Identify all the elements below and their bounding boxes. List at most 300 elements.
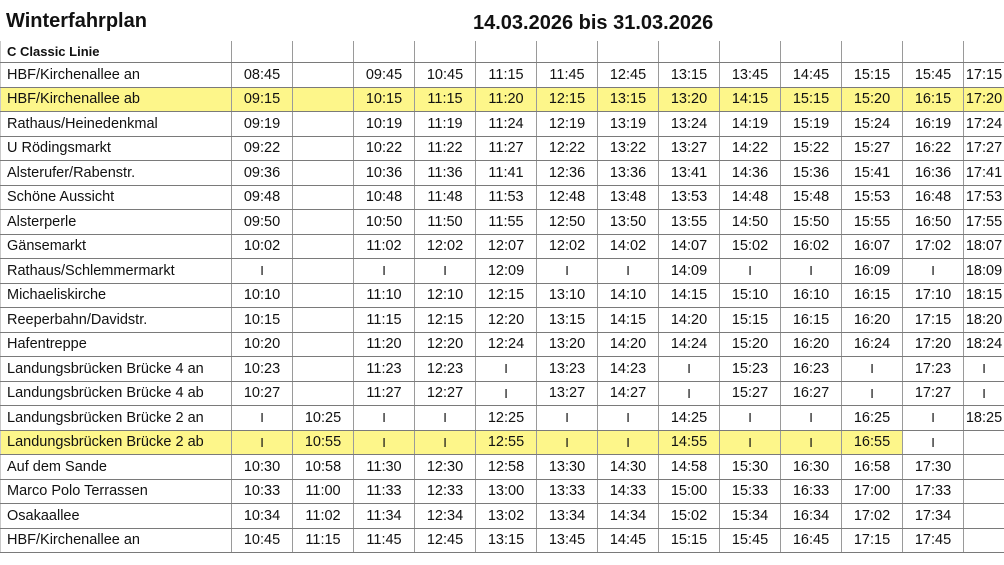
departure-time-cell: 13:19 [598,112,659,137]
timetable-body [1,41,1004,553]
departure-time-cell [293,185,354,210]
departure-time-cell [293,283,354,308]
departure-time-cell: 10:30 [232,455,293,480]
departure-time-cell: 15:15 [842,63,903,88]
departure-time-cell: 09:15 [232,87,293,112]
departure-time-cell: I [537,430,598,455]
departure-time-cell: 18:15 [964,283,1004,308]
departure-time-cell: 11:30 [354,455,415,480]
departure-time-cell: 15:20 [720,332,781,357]
stop-name: Michaeliskirche [1,283,232,308]
departure-time-cell: I [903,406,964,431]
departure-time-cell: 11:24 [476,112,537,137]
departure-time-cell: 10:34 [232,504,293,529]
timetable-row [1,185,1004,210]
departure-time-cell: 09:19 [232,112,293,137]
stop-name: Alsterperle [1,210,232,235]
departure-time-cell: 12:55 [476,430,537,455]
departure-time-cell [293,63,354,88]
timetable-row [1,283,1004,308]
departure-time-cell: 12:19 [537,112,598,137]
timetable-row [1,430,1004,455]
departure-time-cell: 13:34 [537,504,598,529]
departure-time-cell: 15:33 [720,479,781,504]
departure-time-cell: I [720,259,781,284]
timetable-row [1,308,1004,333]
departure-time-cell: 13:27 [659,136,720,161]
departure-time-cell: I [537,259,598,284]
departure-time-cell: 13:22 [598,136,659,161]
departure-time-cell: 15:24 [842,112,903,137]
departure-time-cell: I [415,430,476,455]
departure-time-cell: 14:02 [598,234,659,259]
departure-time-cell: 14:25 [659,406,720,431]
timetable-row [1,63,1004,88]
departure-time-cell: 16:33 [781,479,842,504]
stop-name: Rathaus/Heinedenkmal [1,112,232,137]
departure-time-cell: 12:20 [415,332,476,357]
departure-time-cell: I [781,430,842,455]
departure-time-cell: I [598,259,659,284]
departure-time-cell: I [720,406,781,431]
timetable-row [1,357,1004,382]
departure-time-cell: 15:02 [659,504,720,529]
departure-time-cell: 11:15 [293,528,354,553]
departure-time-cell: 11:27 [354,381,415,406]
departure-time-cell: I [964,381,1004,406]
departure-time-cell [293,234,354,259]
departure-time-cell: 16:15 [842,283,903,308]
departure-time-cell: 17:02 [903,234,964,259]
timetable-row [1,210,1004,235]
departure-time-cell: 12:33 [415,479,476,504]
departure-time-cell: 12:48 [537,185,598,210]
departure-time-cell: 10:10 [232,283,293,308]
departure-time-cell [293,87,354,112]
departure-time-cell: 10:15 [232,308,293,333]
departure-time-cell: 15:02 [720,234,781,259]
departure-time-cell: 15:48 [781,185,842,210]
departure-time-cell: 17:34 [903,504,964,529]
departure-time-cell: 13:45 [720,63,781,88]
departure-time-cell: 11:45 [354,528,415,553]
timetable-row [1,406,1004,431]
departure-time-cell: 11:48 [415,185,476,210]
departure-time-cell: 14:36 [720,161,781,186]
departure-time-cell: 16:30 [781,455,842,480]
departure-time-cell: 12:27 [415,381,476,406]
departure-time-cell: 12:22 [537,136,598,161]
departure-time-cell: 17:45 [903,528,964,553]
departure-time-cell: 16:55 [842,430,903,455]
departure-time-cell: I [598,406,659,431]
departure-time-cell: I [354,430,415,455]
timetable-row [1,259,1004,284]
departure-time-cell: 15:53 [842,185,903,210]
departure-time-cell: 08:45 [232,63,293,88]
departure-time-cell: I [354,259,415,284]
departure-time-cell: 16:15 [781,308,842,333]
departure-time-cell: 13:23 [537,357,598,382]
departure-time-cell: 13:45 [537,528,598,553]
stop-name: Auf dem Sande [1,455,232,480]
departure-time-cell: 15:15 [659,528,720,553]
departure-time-cell: 10:55 [293,430,354,455]
departure-time-cell [293,210,354,235]
departure-time-cell: 11:20 [354,332,415,357]
departure-time-cell: 17:20 [964,87,1004,112]
stop-name: Gänsemarkt [1,234,232,259]
departure-time-cell: 14:45 [598,528,659,553]
departure-time-cell: 14:20 [659,308,720,333]
departure-time-cell: 13:48 [598,185,659,210]
departure-time-cell: 15:19 [781,112,842,137]
departure-time-cell: 13:33 [537,479,598,504]
departure-time-cell: 11:34 [354,504,415,529]
stop-name: HBF/Kirchenallee an [1,528,232,553]
departure-time-cell: 11:10 [354,283,415,308]
departure-time-cell: 14:20 [598,332,659,357]
timetable-row [1,455,1004,480]
stop-name: Marco Polo Terrassen [1,479,232,504]
departure-time-cell [293,381,354,406]
departure-time-cell: 16:48 [903,185,964,210]
departure-time-cell: 13:55 [659,210,720,235]
departure-time-cell: 12:45 [415,528,476,553]
departure-time-cell: 12:15 [415,308,476,333]
departure-time-cell: 17:27 [964,136,1004,161]
departure-time-cell: 15:41 [842,161,903,186]
departure-time-cell [964,430,1004,455]
departure-time-cell: 11:22 [415,136,476,161]
departure-time-cell: 12:20 [476,308,537,333]
departure-time-cell: 15:45 [903,63,964,88]
departure-time-cell: 16:20 [781,332,842,357]
departure-time-cell: 13:41 [659,161,720,186]
departure-time-cell: 15:15 [781,87,842,112]
departure-time-cell: I [598,430,659,455]
timetable-row [1,528,1004,553]
page-header [0,0,1004,40]
date-range: 14.03.2026 bis 31.03.2026 [473,12,714,34]
departure-time-cell: I [415,406,476,431]
departure-time-cell: 17:20 [903,332,964,357]
departure-time-cell: 12:24 [476,332,537,357]
departure-time-cell: 11:33 [354,479,415,504]
stop-name: Reeperbahn/Davidstr. [1,308,232,333]
departure-time-cell: 15:22 [781,136,842,161]
departure-time-cell [293,308,354,333]
departure-time-cell: 13:20 [537,332,598,357]
departure-time-cell: 16:27 [781,381,842,406]
departure-time-cell: I [415,259,476,284]
departure-time-cell: I [903,259,964,284]
departure-time-cell: 10:19 [354,112,415,137]
departure-time-cell: 14:23 [598,357,659,382]
stop-name: HBF/Kirchenallee an [1,63,232,88]
departure-time-cell: 16:15 [903,87,964,112]
stop-name: Landungsbrücken Brücke 2 an [1,406,232,431]
departure-time-cell: 11:50 [415,210,476,235]
departure-time-cell: I [842,357,903,382]
departure-time-cell: 17:10 [903,283,964,308]
departure-time-cell: 09:36 [232,161,293,186]
departure-time-cell: 15:55 [842,210,903,235]
departure-time-cell: 10:36 [354,161,415,186]
departure-time-cell: 10:45 [415,63,476,88]
departure-time-cell [964,504,1004,529]
departure-time-cell: 12:58 [476,455,537,480]
departure-time-cell: 11:15 [476,63,537,88]
departure-time-cell: I [842,381,903,406]
departure-time-cell: 16:19 [903,112,964,137]
line-name: C Classic Linie [1,41,232,63]
departure-time-cell: 12:07 [476,234,537,259]
timetable-row [1,504,1004,529]
timetable-row [1,332,1004,357]
departure-time-cell [293,161,354,186]
departure-time-cell: 16:36 [903,161,964,186]
departure-time-cell: 16:50 [903,210,964,235]
departure-time-cell: 18:07 [964,234,1004,259]
departure-time-cell: I [659,381,720,406]
departure-time-cell: I [781,259,842,284]
departure-time-cell: 10:58 [293,455,354,480]
departure-time-cell: 14:24 [659,332,720,357]
departure-time-cell: 09:48 [232,185,293,210]
departure-time-cell: 11:02 [293,504,354,529]
departure-time-cell: 15:36 [781,161,842,186]
departure-time-cell: 17:23 [903,357,964,382]
departure-time-cell: 16:25 [842,406,903,431]
departure-time-cell: 12:02 [537,234,598,259]
timetable-row [1,112,1004,137]
departure-time-cell: 10:50 [354,210,415,235]
timetable-row [1,161,1004,186]
departure-time-cell: 17:27 [903,381,964,406]
departure-time-cell: 13:15 [537,308,598,333]
departure-time-cell: 12:15 [476,283,537,308]
departure-time-cell: I [232,259,293,284]
departure-time-cell: 10:15 [354,87,415,112]
departure-time-cell: 11:00 [293,479,354,504]
departure-time-cell: 11:41 [476,161,537,186]
departure-time-cell: 12:23 [415,357,476,382]
stop-name: Landungsbrücken Brücke 4 ab [1,381,232,406]
departure-time-cell: 10:23 [232,357,293,382]
departure-time-cell: 10:22 [354,136,415,161]
departure-time-cell: 10:45 [232,528,293,553]
departure-time-cell: 10:25 [293,406,354,431]
departure-time-cell: 11:45 [537,63,598,88]
departure-time-cell: 15:27 [842,136,903,161]
timetable-row [1,479,1004,504]
departure-time-cell [964,455,1004,480]
departure-time-cell: 11:27 [476,136,537,161]
departure-time-cell: 17:53 [964,185,1004,210]
departure-time-cell: I [781,406,842,431]
departure-time-cell: 13:20 [659,87,720,112]
departure-time-cell: 13:15 [598,87,659,112]
departure-time-cell: 16:07 [842,234,903,259]
departure-time-cell: 11:20 [476,87,537,112]
departure-time-cell: 14:07 [659,234,720,259]
departure-time-cell: 14:15 [659,283,720,308]
departure-time-cell: 16:34 [781,504,842,529]
departure-time-cell: 14:33 [598,479,659,504]
departure-time-cell: 09:22 [232,136,293,161]
departure-time-cell: 15:00 [659,479,720,504]
stop-name: Rathaus/Schlemmermarkt [1,259,232,284]
departure-time-cell: 11:53 [476,185,537,210]
departure-time-cell: 17:41 [964,161,1004,186]
departure-time-cell: 18:25 [964,406,1004,431]
departure-time-cell: I [903,430,964,455]
departure-time-cell: 13:50 [598,210,659,235]
departure-time-cell [293,259,354,284]
departure-time-cell: I [720,430,781,455]
departure-time-cell: 09:50 [232,210,293,235]
departure-time-cell: 15:10 [720,283,781,308]
departure-time-cell: 14:55 [659,430,720,455]
departure-time-cell: 17:30 [903,455,964,480]
departure-time-cell: 15:20 [842,87,903,112]
departure-time-cell: 14:15 [720,87,781,112]
departure-time-cell: 15:34 [720,504,781,529]
departure-time-cell: 10:02 [232,234,293,259]
stop-name: HBF/Kirchenallee ab [1,87,232,112]
departure-time-cell: 14:45 [781,63,842,88]
departure-time-cell: 11:15 [354,308,415,333]
stop-name: Landungsbrücken Brücke 2 ab [1,430,232,455]
departure-time-cell: 11:15 [415,87,476,112]
departure-time-cell: 11:55 [476,210,537,235]
departure-time-cell: 10:33 [232,479,293,504]
timetable [0,41,1004,553]
page-title: Winterfahrplan [6,10,147,32]
departure-time-cell: 17:15 [964,63,1004,88]
departure-time-cell: 14:27 [598,381,659,406]
departure-time-cell: 15:50 [781,210,842,235]
departure-time-cell: 13:27 [537,381,598,406]
departure-time-cell: 15:27 [720,381,781,406]
departure-time-cell: 11:19 [415,112,476,137]
departure-time-cell: 17:24 [964,112,1004,137]
departure-time-cell: 10:20 [232,332,293,357]
departure-time-cell: I [232,430,293,455]
departure-time-cell: 14:22 [720,136,781,161]
line-name-row [1,41,1004,63]
stop-name: Hafentreppe [1,332,232,357]
departure-time-cell: 13:15 [659,63,720,88]
departure-time-cell: 16:09 [842,259,903,284]
departure-time-cell: 15:30 [720,455,781,480]
departure-time-cell: I [659,357,720,382]
departure-time-cell: I [354,406,415,431]
departure-time-cell: 17:15 [842,528,903,553]
departure-time-cell: 11:23 [354,357,415,382]
departure-time-cell: 16:10 [781,283,842,308]
departure-time-cell: 13:00 [476,479,537,504]
departure-time-cell: 17:00 [842,479,903,504]
departure-time-cell: 12:50 [537,210,598,235]
departure-time-cell: 16:22 [903,136,964,161]
departure-time-cell: 16:02 [781,234,842,259]
departure-time-cell [293,112,354,137]
departure-time-cell [293,332,354,357]
departure-time-cell: 12:10 [415,283,476,308]
departure-time-cell: 13:53 [659,185,720,210]
departure-time-cell: 13:10 [537,283,598,308]
departure-time-cell: 15:23 [720,357,781,382]
departure-time-cell: 13:15 [476,528,537,553]
departure-time-cell: 12:34 [415,504,476,529]
departure-time-cell: 16:20 [842,308,903,333]
stop-name: Schöne Aussicht [1,185,232,210]
departure-time-cell: 12:45 [598,63,659,88]
departure-time-cell: I [964,357,1004,382]
departure-time-cell: 12:02 [415,234,476,259]
stop-name: Alsterufer/Rabenstr. [1,161,232,186]
departure-time-cell: 11:02 [354,234,415,259]
departure-time-cell: I [232,406,293,431]
departure-time-cell: 11:36 [415,161,476,186]
departure-time-cell: 13:24 [659,112,720,137]
departure-time-cell: 17:55 [964,210,1004,235]
departure-time-cell [293,357,354,382]
departure-time-cell: 14:50 [720,210,781,235]
timetable-row [1,87,1004,112]
departure-time-cell [293,136,354,161]
departure-time-cell: 14:58 [659,455,720,480]
departure-time-cell: 10:48 [354,185,415,210]
departure-time-cell: 18:09 [964,259,1004,284]
departure-time-cell: 17:02 [842,504,903,529]
stop-name: Osakaallee [1,504,232,529]
departure-time-cell: 14:10 [598,283,659,308]
timetable-row [1,136,1004,161]
departure-time-cell [964,479,1004,504]
departure-time-cell: 16:58 [842,455,903,480]
departure-time-cell: 12:36 [537,161,598,186]
departure-time-cell: 13:36 [598,161,659,186]
departure-time-cell: I [476,357,537,382]
departure-time-cell: 15:45 [720,528,781,553]
departure-time-cell: 09:45 [354,63,415,88]
departure-time-cell: 16:24 [842,332,903,357]
departure-time-cell: 13:02 [476,504,537,529]
departure-time-cell: 16:45 [781,528,842,553]
timetable-row [1,234,1004,259]
departure-time-cell: 12:15 [537,87,598,112]
departure-time-cell: 12:09 [476,259,537,284]
departure-time-cell: 14:30 [598,455,659,480]
departure-time-cell: 14:34 [598,504,659,529]
departure-time-cell: 12:25 [476,406,537,431]
departure-time-cell: 12:30 [415,455,476,480]
departure-time-cell: 13:30 [537,455,598,480]
stop-name: U Rödingsmarkt [1,136,232,161]
departure-time-cell: 10:27 [232,381,293,406]
departure-time-cell: 16:23 [781,357,842,382]
departure-time-cell: 14:15 [598,308,659,333]
departure-time-cell [964,528,1004,553]
departure-time-cell: I [476,381,537,406]
stop-name: Landungsbrücken Brücke 4 an [1,357,232,382]
timetable-row [1,381,1004,406]
departure-time-cell: 18:24 [964,332,1004,357]
departure-time-cell: 18:20 [964,308,1004,333]
